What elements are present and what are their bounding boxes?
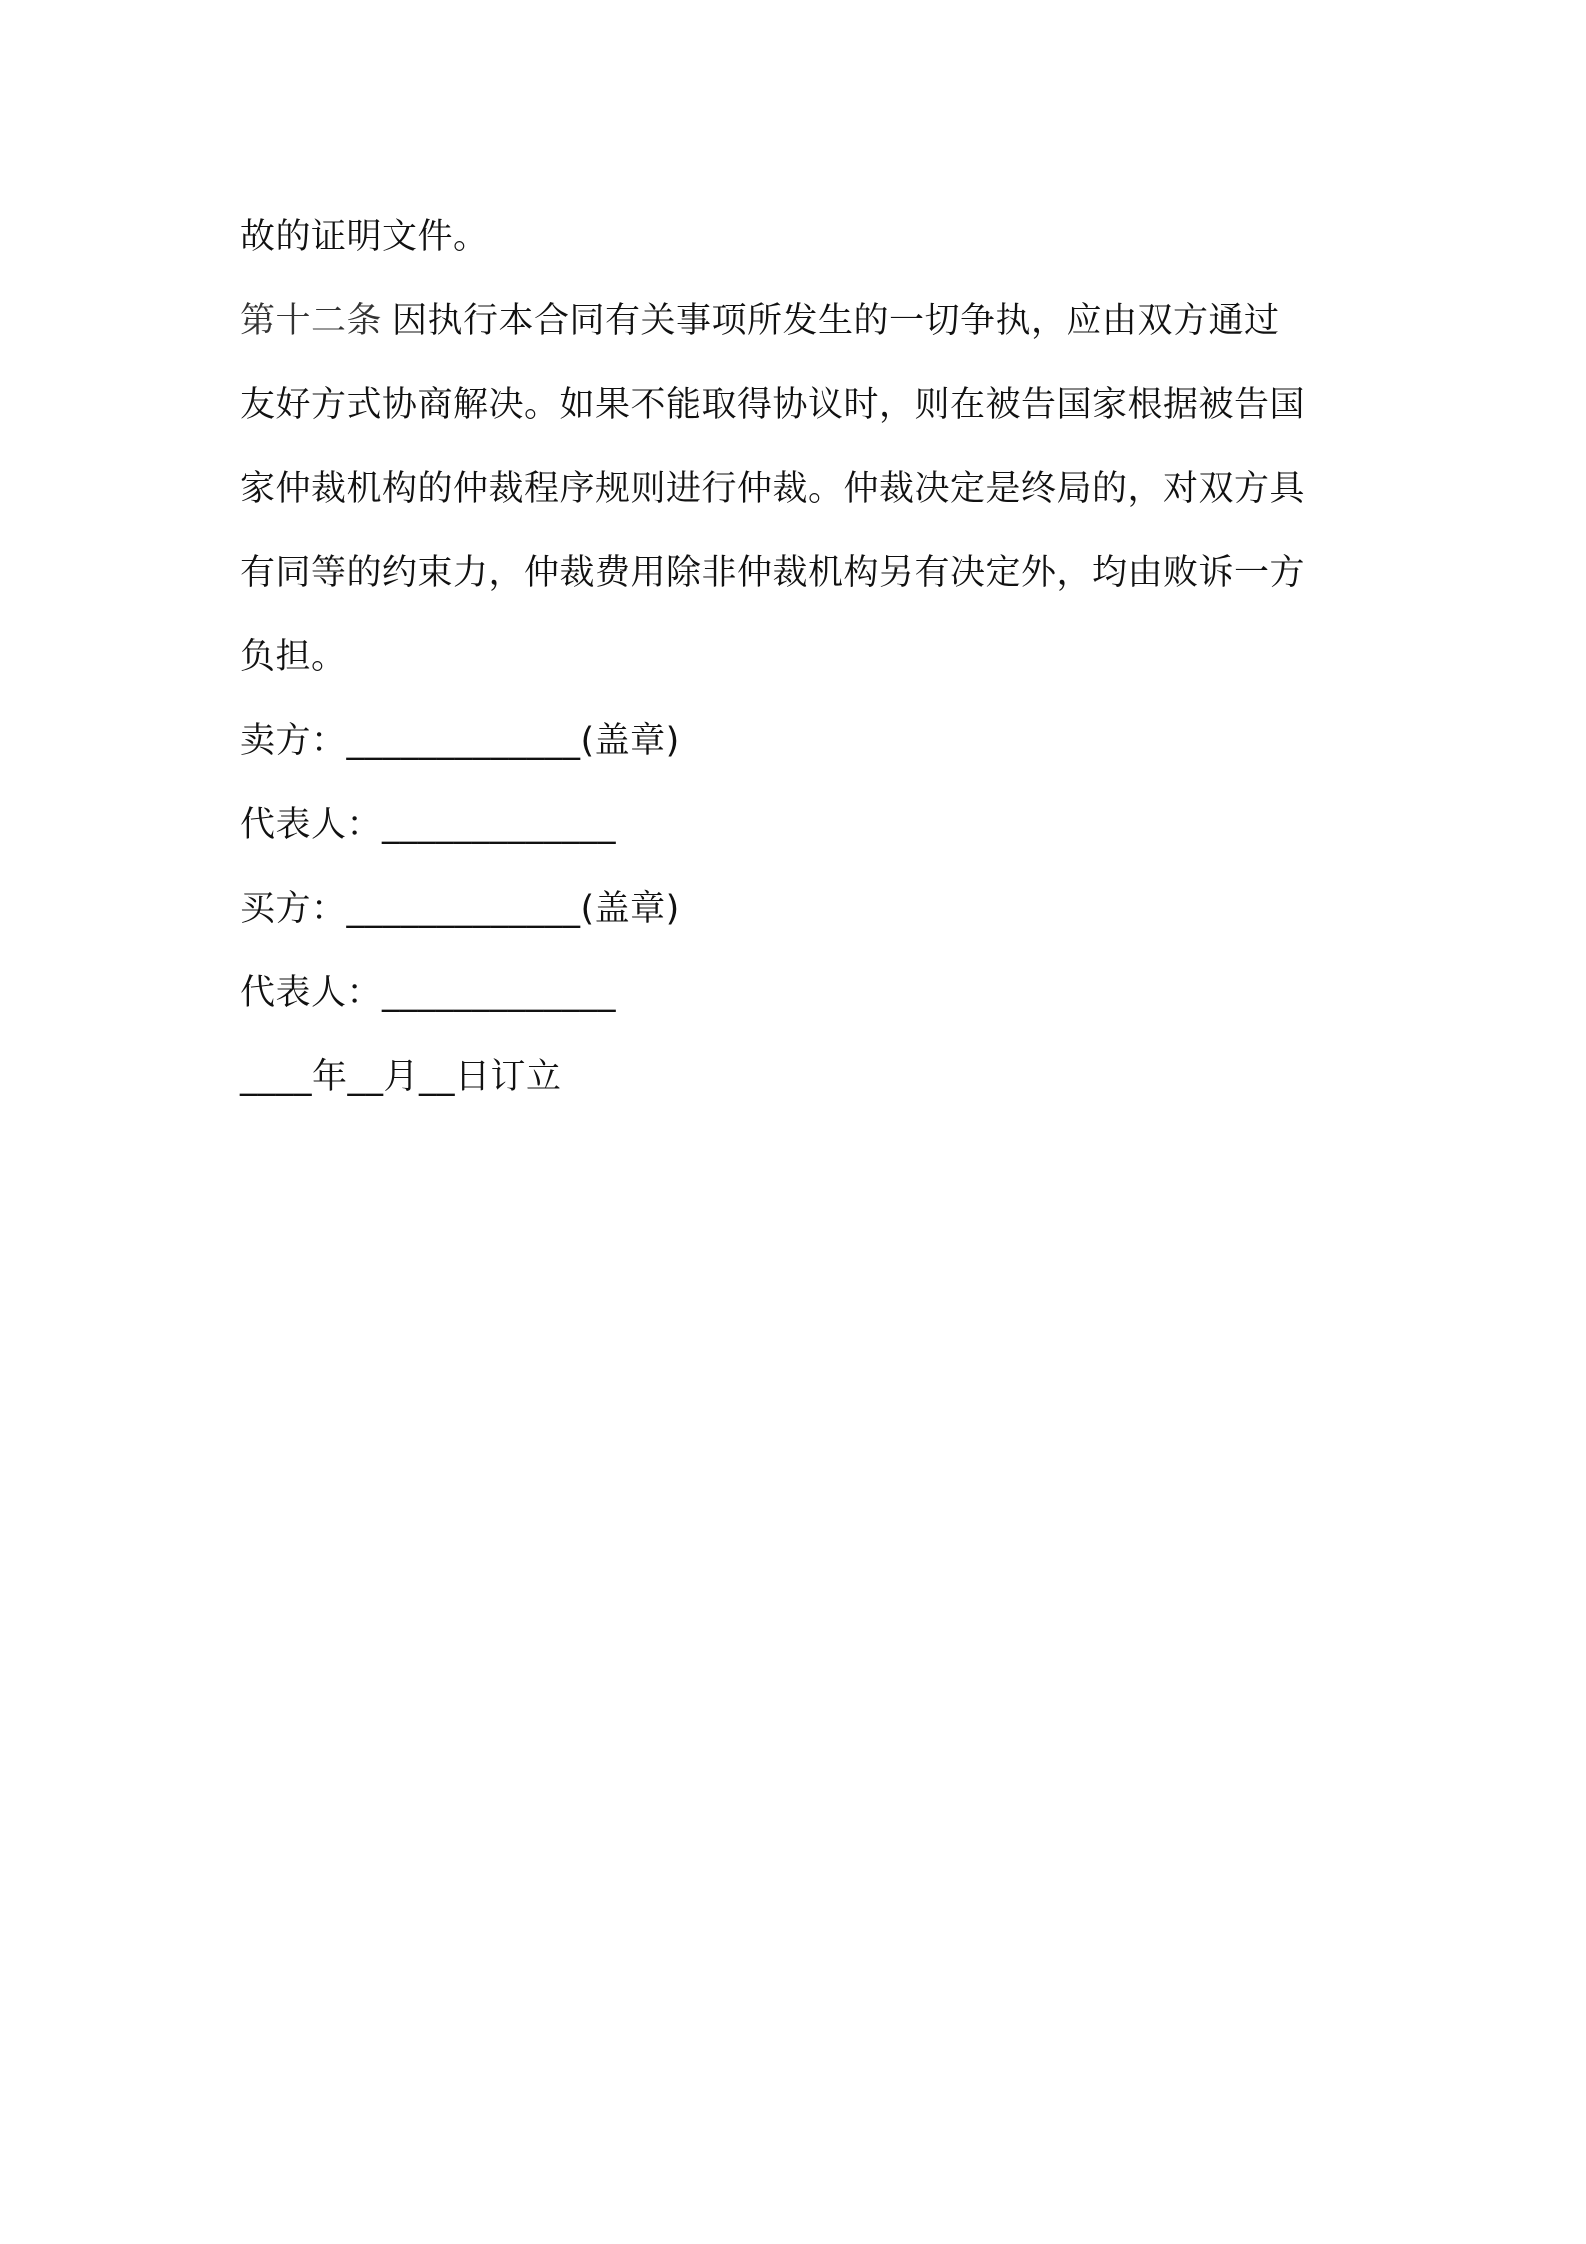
document-body [240,195,1360,1119]
article-12-line-2: 友好方式协商解决。如果不能取得协议时，则在被告国家根据被告国 [240,385,1306,425]
article-12-heading: 第十二条 [240,301,383,341]
buyer-representative-line: 代表人：_____________ [240,973,617,1013]
article-12-line-5: 负担。 [240,637,347,677]
article-12-first-line [240,279,1360,363]
buyer-signature-line: 买方：_____________(盖章) [240,889,680,929]
article-12-line-4: 有同等的约束力，仲裁费用除非仲裁机构另有决定外，均由败诉一方 [240,553,1306,593]
continuation-line: 故的证明文件。 [240,217,489,257]
article-12-line-3: 家仲裁机构的仲裁程序规则进行仲裁。仲裁决定是终局的，对双方具 [240,469,1306,509]
article-12-line-1: 因执行本合同有关事项所发生的一切争执，应由双方通过 [392,301,1280,341]
signing-date-line: ____年__月__日订立 [240,1057,562,1097]
seller-representative-line: 代表人：_____________ [240,805,617,845]
seller-signature-line: 卖方：_____________(盖章) [240,721,680,761]
